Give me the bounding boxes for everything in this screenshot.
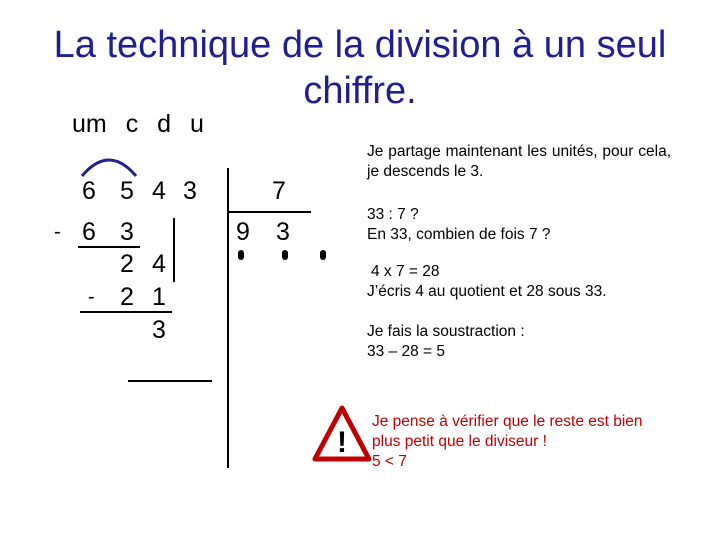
subtraction-line-1	[78, 246, 140, 248]
warning-line-3: 5 < 7	[372, 453, 407, 470]
remainder-box-right	[173, 218, 175, 282]
explanation-step-2-line-2: En 33, combien de fois 7 ?	[367, 226, 551, 243]
warning-line-2: plus petit que le diviseur !	[372, 433, 547, 450]
column-headers	[72, 110, 216, 139]
column-c: c	[125, 110, 139, 138]
quotient-dot-3	[320, 250, 326, 260]
dividend-digit-1: 6	[82, 177, 96, 205]
column-d: d	[157, 110, 172, 138]
step1-digit-2: 3	[120, 218, 134, 246]
warning-symbol: !	[337, 426, 347, 459]
remainder1-digit-1: 2	[120, 250, 134, 278]
column-u: u	[190, 110, 204, 138]
grouping-arc	[78, 150, 140, 180]
divisor: 7	[272, 177, 286, 205]
step1-digit-1: 6	[82, 218, 96, 246]
step2-digit-2: 1	[152, 283, 166, 311]
warning-text	[372, 412, 672, 472]
minus-sign-1: -	[54, 221, 61, 243]
dividend-digit-4: 3	[183, 177, 197, 205]
quotient-dot-1	[238, 250, 244, 260]
quotient-digit-2: 3	[276, 218, 290, 246]
explanation-step-3	[367, 262, 677, 302]
dividend-digit-2: 5	[120, 177, 134, 205]
division-bracket-vertical	[227, 168, 229, 468]
explanation-step-4-line-1: Je fais la soustraction :	[367, 323, 525, 340]
final-remainder: 3	[152, 316, 166, 344]
remainder-box-bottom	[128, 380, 212, 382]
remainder1-digit-2: 4	[152, 250, 166, 278]
quotient-dot-2	[282, 250, 288, 260]
quotient-digit-1: 9	[236, 218, 250, 246]
step2-digit-1: 2	[120, 283, 134, 311]
column-um: um	[72, 110, 107, 138]
division-bracket-horizontal	[227, 211, 311, 213]
subtraction-line-2	[80, 311, 172, 313]
explanation-step-4-line-2: 33 – 28 = 5	[367, 343, 445, 360]
page-title: La technique de la division à un seul chiffre.	[53, 24, 667, 112]
warning-line-1: Je pense à vérifier que le reste est bien	[372, 413, 643, 430]
minus-sign-2: -	[88, 286, 95, 308]
explanation-step-2-line-1: 33 : 7 ?	[367, 206, 419, 223]
explanation-step-1: Je partage maintenant les unités, pour cela, je descends le 3.	[367, 143, 671, 180]
explanation-step-3-line-2: J’écris 4 au quotient et 28 sous 33.	[367, 283, 607, 300]
dividend-digit-3: 4	[152, 177, 166, 205]
explanation-step-4	[367, 322, 677, 362]
explanation-step-3-line-1: 4 x 7 = 28	[371, 263, 440, 280]
explanation-step-2	[367, 205, 677, 245]
warning-triangle-icon	[312, 404, 372, 462]
